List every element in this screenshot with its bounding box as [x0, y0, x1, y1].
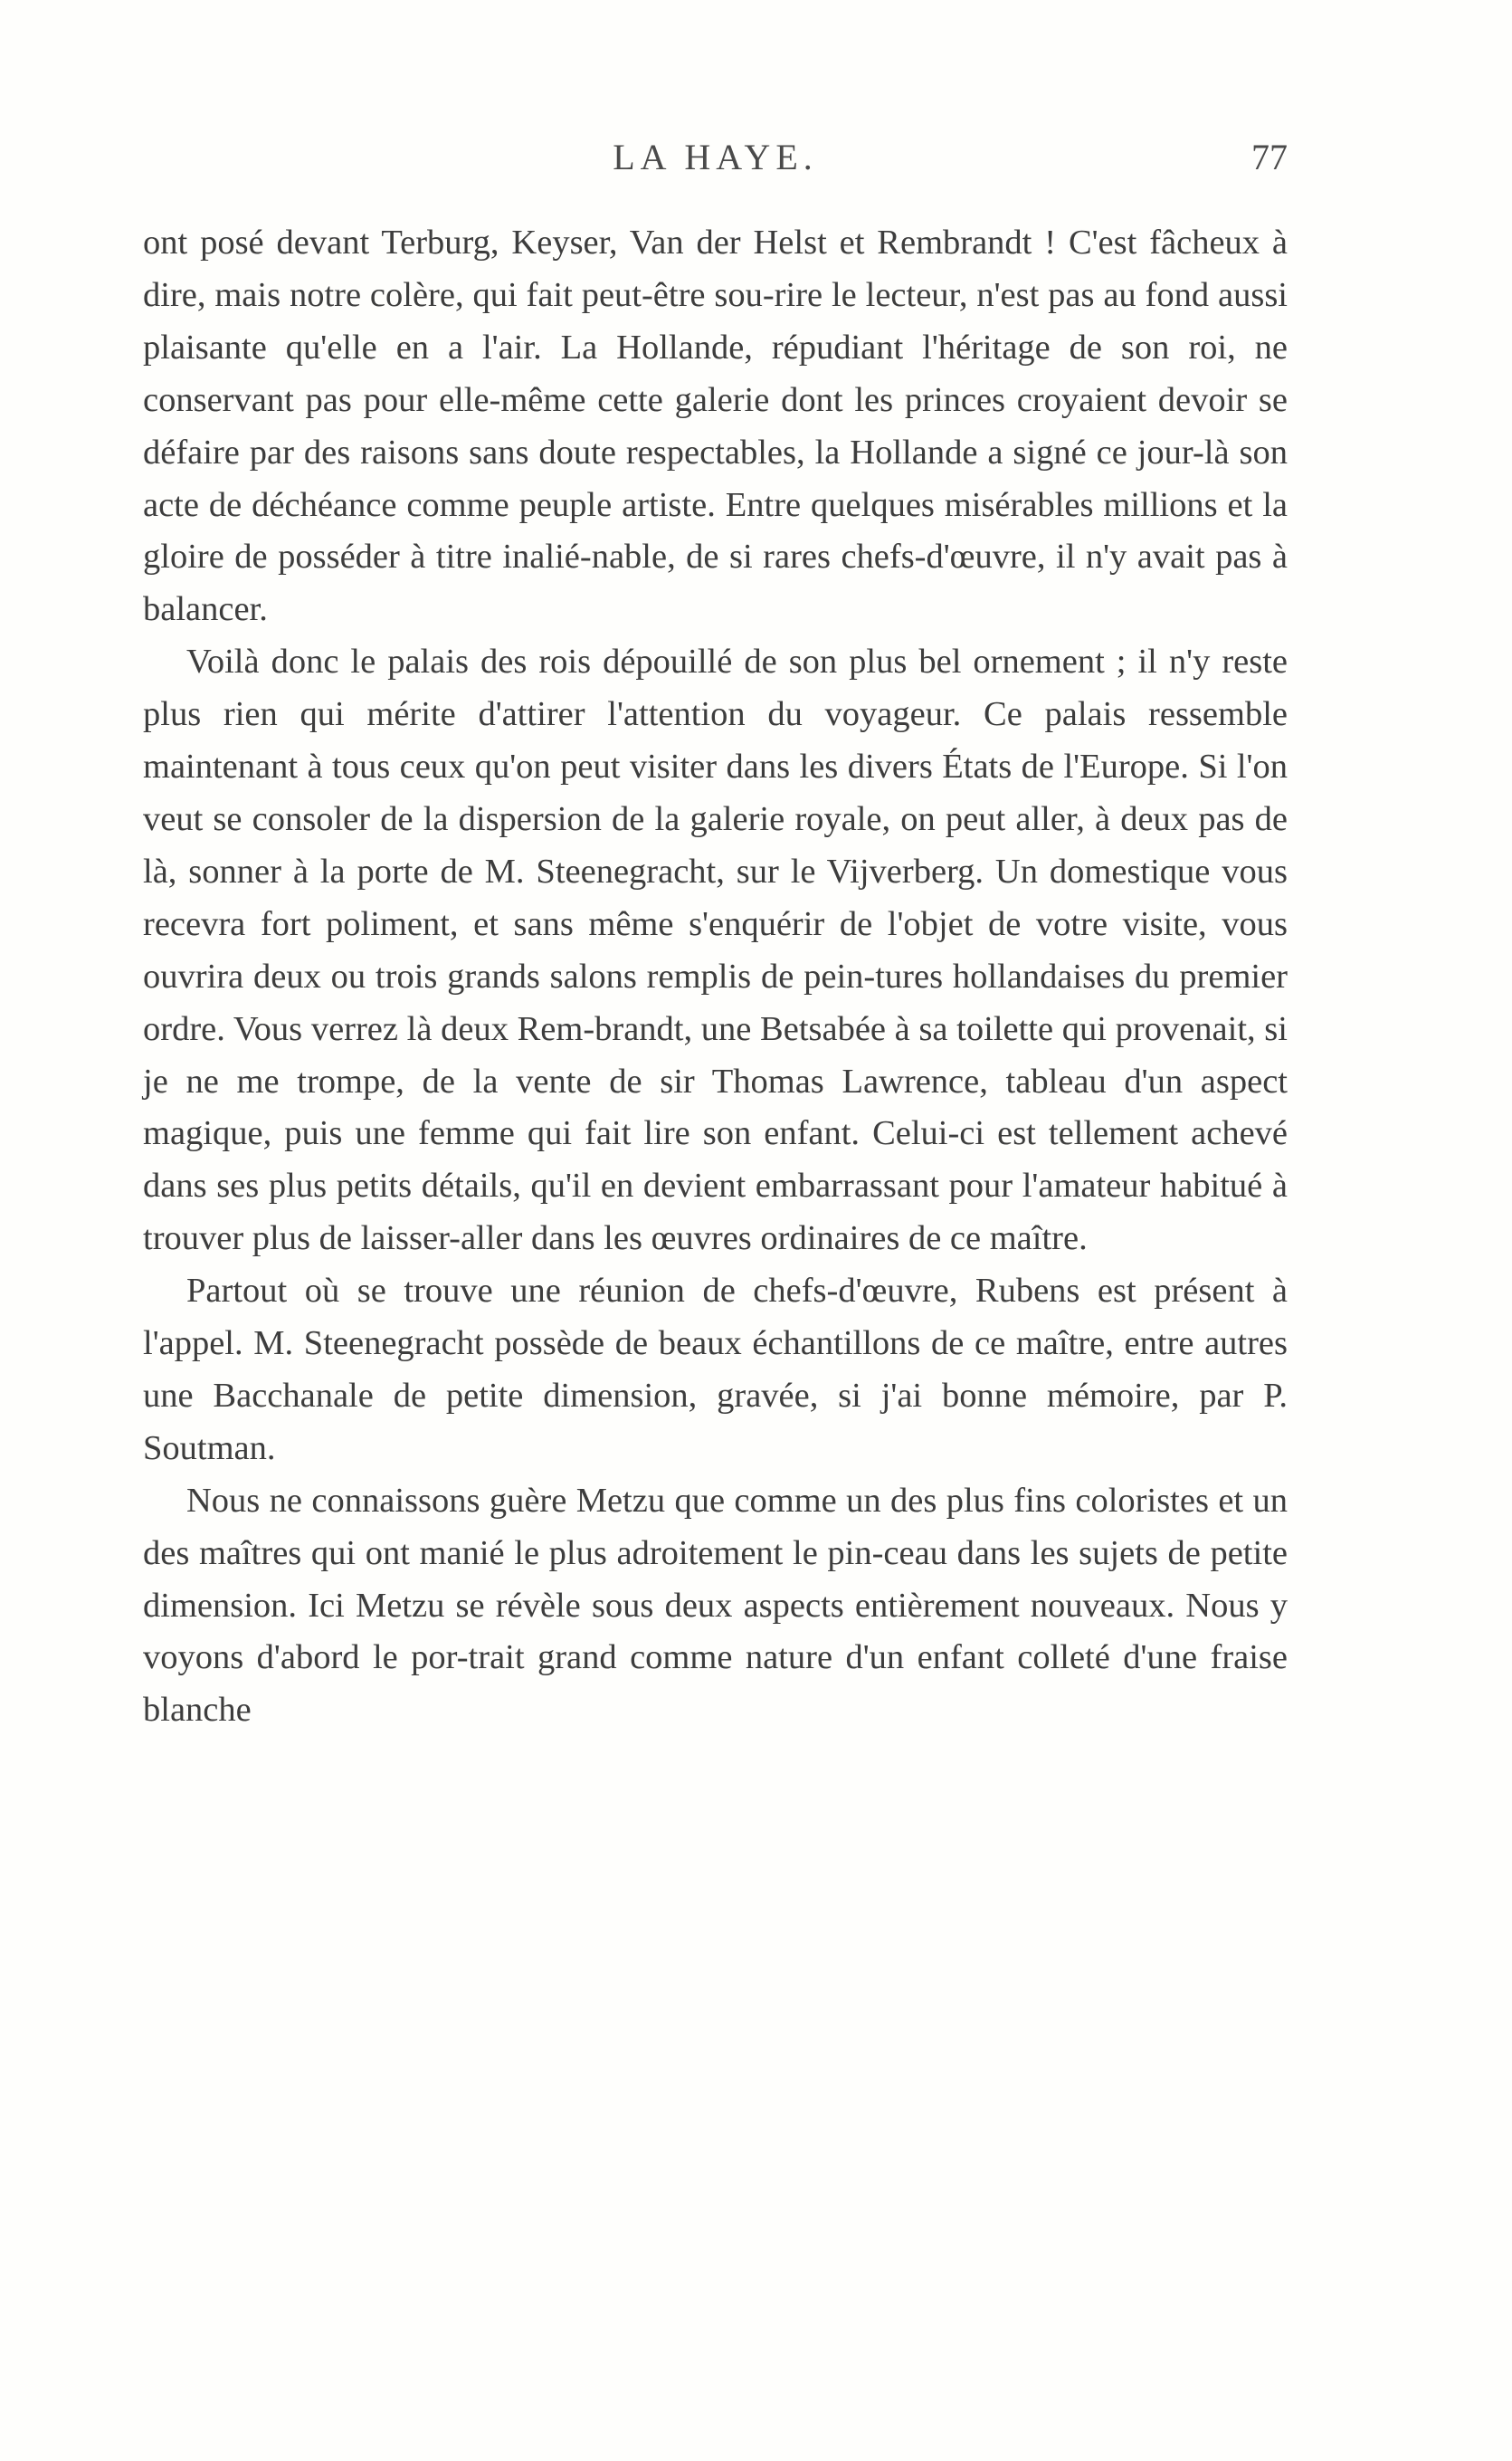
body-text [143, 217, 1288, 1737]
paragraph: Voilà donc le palais des rois dépouillé de son plus bel ornement ; il n'y reste plus rien qui mérite d'attirer l'attention du voyageur. Ce palais ressemble maintenant à tous ceux qu'on peut visiter dans les divers États de l'Europe. Si l'on veut se consoler de la dispersion de la galerie royale, on peut aller, à deux pas de là, sonner à la porte de M. Steenegracht, sur le Vijverberg. Un domestique vous recevra fort poliment, et sans même s'enquérir de l'objet de votre visite, vous ouvrira deux ou trois grands salons remplis de pein-tures hollandaises du premier ordre. Vous verrez là deux Rem-brandt, une Betsabée à sa toilette qui provenait, si je ne me trompe, de la vente de sir Thomas Lawrence, tableau d'un aspect magique, puis une femme qui fait lire son enfant. Celui-ci est tellement achevé dans ses plus petits détails, qu'il en devient embarrassant pour l'amateur habitué à trouver plus de laisser-aller dans les œuvres ordinaires de ce maître. [143, 643, 1288, 1258]
paragraph-continued: ont posé devant Terburg, Keyser, Van der Helst et Rembrandt ! C'est fâcheux à dire, mais notre colère, qui fait peut-être sou-rire le lecteur, n'est pas au fond aussi plaisante qu'elle en a l'air. La Hollande, répudiant l'héritage de son roi, ne conservant pas pour elle-même cette galerie dont les princes croyaient devoir se défaire par des raisons sans doute respectables, la Hollande a signé ce jour-là son acte de déchéance comme peuple artiste. Entre quelques misérables millions et la gloire de posséder à titre inalié-nable, de si rares chefs-d'œuvre, il n'y avait pas à balancer. [143, 224, 1288, 629]
paragraph: Nous ne connaissons guère Metzu que comme un des plus fins coloristes et un des maîtres qui ont manié le plus adroitement le pin-ceau dans les sujets de petite dimension. Ici Metzu se révèle sous deux aspects entièrement nouveaux. Nous y voyons d'abord le por-trait grand comme nature d'un enfant colleté d'une fraise blanche [143, 1481, 1288, 1730]
page-number: 77 [1251, 137, 1288, 177]
running-title: LA HAYE. [613, 137, 818, 177]
paragraph: Partout où se trouve une réunion de chefs-d'œuvre, Rubens est présent à l'appel. M. Steenegracht possède de beaux échantillons de ce maître, entre autres une Bacchanale de petite dimension, gravée, si j'ai bonne mémoire, par P. Soutman. [143, 1272, 1288, 1467]
running-header [143, 136, 1288, 190]
